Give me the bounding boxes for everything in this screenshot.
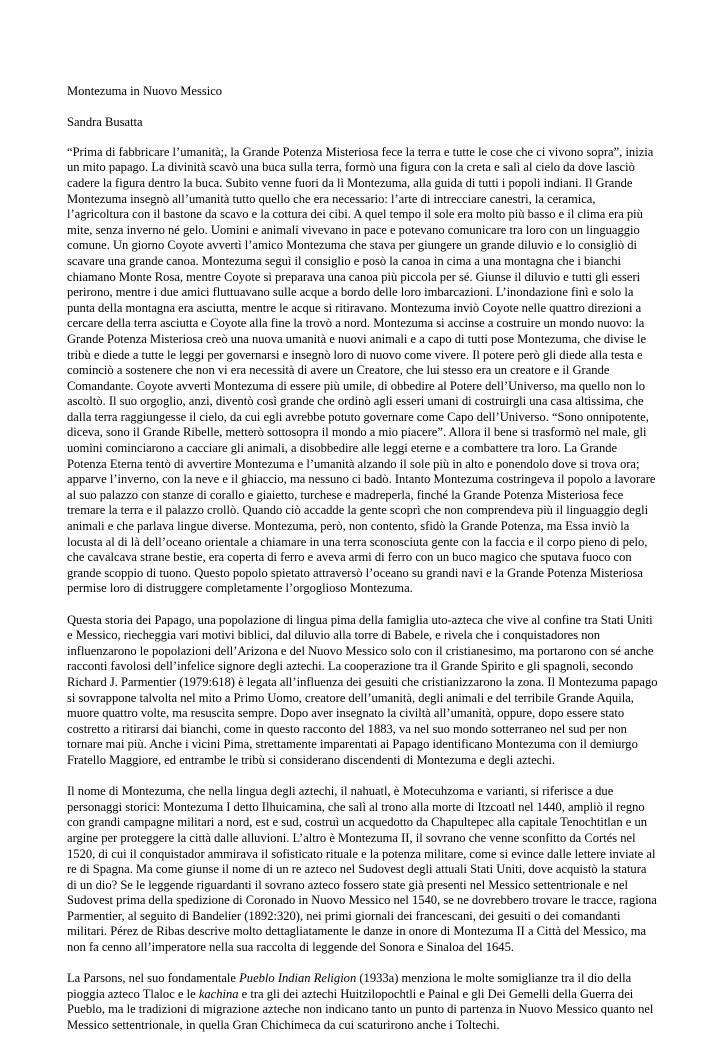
paragraph-montezuma-name: Il nome di Montezuma, che nella lingua degli aztechi, il nahuatl, è Motecuhzoma e varianti, si riferisce a due personaggi storici: Montezuma I detto Ilhuicamina, che salì al trono alla morte di Itzcoatl nel 1440, ampliò il regno con grandi campagne militari a nord, est e sud, costruì un acquedotto da Chapultepec alla capitale Tenochtitlan e un argine per proteggere la città dalle alluvioni. L’altro è Montezuma II, il sovrano che venne sconfitto da Cortés nel 1520, di cui il conquistador ammirava il sofisticato rituale e la potenza militare, come si evince dalle lettere inviate al re di Spagna. Ma come giunse il nome di un re azteco nel Sudovest degli attuali Stati Uniti, dove acquistò la statura di un dio? Se le leggende riguardanti il sovrano azteco fossero state già presenti nel Messico settentrionale e nel Sudovest prima della spedizione di Coronado in Nuovo Messico nel 1540, se ne dovrebbero trovare le tracce, ragiona Parmentier, al seguito di Bandelier (1892:320), nei primi giornali dei francescani, dei gesuiti o dei comandanti militari. Pérez de Ribas descrive molto dettagliatamente le danze in onore di Montezuma II a Città del Messico, ma non fa cenno all’imperatore nella sua raccolta di leggende del Sonora e Sinaloa del 1645. [67,784,657,955]
paragraph-myth: “Prima di fabbricare l’umanità;, la Grande Potenza Misteriosa fece la terra e tutte le cose che ci vivono sopra”, inizia un mito papago. La divinità scavò una buca sulla terra, formò una figura con la creta e salì al cielo da dove lasciò cadere la figura dentro la buca. Subito venne fuori da lì Montezuma, alla guida di tutti i popoli indiani. Il Grande Montezuma insegnò all’umanità tutto quello che era necessario: l’arte di intrecciare canestri, la ceramica, l’agricoltura con il bastone da scavo e la cottura dei cibi. A quel tempo il sole era molto più basso e il clima era più mite, senza inverno né gelo. Uomini e animali vivevano in pace e potevano comunicare tra loro con un linguaggio comune. Un giorno Coyote avvertì l’amico Montezuma che stava per giungere un grande diluvio e lo consigliò di scavare una grande canoa. Montezuma seguì il consiglio e posò la canoa in cima a una montagna che i bianchi chiamano Monte Rosa, mentre Coyote si preparava una canoa più piccola per sé. Giunse il diluvio e tutti gli esseri perirono, mentre i due amici fluttuavano sulle acque a bordo delle loro imbarcazioni. L’inondazione finì e solo la punta della montagna era asciutta, mentre le acque si ritiravano. Montezuma inviò Coyote nelle quattro direzioni a cercare della terra asciutta e Coyote alla fine la trovò a nord. Montezuma si accinse a costruire un mondo nuovo: la Grande Potenza Misteriosa creò una nuova umanità e nuovi animali e a capo di tutti pose Montezuma, che divise le tribù e diede a tutte le leggi per governarsi e insegnò loro di nuovo come vivere. Il potere però gli diede alla testa e cominciò a sostenere che non vi era necessità di avere un Creatore, che lui stesso era un creatore e il Grande Comandante. Coyote avvertì Montezuma di essere più umile, di obbedire al Potere dell’Universo, ma quello non lo ascoltò. Il suo orgoglio, anzi, diventò così grande che ordinò agli esseri umani di costruirgli una casa altissima, che dalla terra raggiungesse il cielo, da cui egli avrebbe potuto governare come Capo dell’Universo. “Sono onnipotente, diceva, sono il Grande Ribelle, metterò sottosopra il mondo a mio piacere”. Allora il bene si trasformò nel male, gli uomini cominciarono a cacciare gli animali, a disobbedire alle leggi eterne e a combattere tra loro. La Grande Potenza Eterna tentò di avvertire Montezuma e l’umanità alzando il sole più in alto e ponendolo dove si trova ora; apparve l’inverno, con la neve e il ghiaccio, ma nessuno ci badò. Intanto Montezuma costringeva il popolo a lavorare al suo palazzo con stanze di corallo e giaietto, turchese e madreperla, finché la Grande Potenza Misteriosa fece tremare la terra e il palazzo crollò. Quando ciò accadde la gente scoprì che non comprendeva più il linguaggio degli animali e che parlava lingue diverse. Montezuma, però, non contento, sfidò la Grande Potenza, ma Essa inviò la locusta al di là dell’oceano orientale a chiamare in una terra sconosciuta gente con la faccia e il corpo pieno di pelo, che cavalcava strane bestie, era coperta di ferro e aveva armi di ferro con un buco magico che sputava fuoco con grande scoppio di tuono. Questo popolo spietato attraversò l’oceano su grandi navi e la Grande Potenza Misteriosa permise loro di distruggere completamente l’orgoglioso Montezuma. [67,144,656,596]
paragraph-text: (1933a) menziona le molte somiglianze tra il dio della pioggia azteco Tlaloc e le [67,971,632,1001]
paragraph-parsons [67,971,659,1033]
document-author: Sandra Busatta [67,115,143,130]
document-title: Montezuma in Nuovo Messico [67,84,223,98]
paragraph-papago: Questa storia dei Papago, una popolazione di lingua pima della famiglia uto-azteca che vive al confine tra Stati Uniti e Messico, riecheggia vari motivi biblici, dal diluvio alla torre di Babele, e rivela che i conquistadores non influenzarono le popolazioni dell’Arizona e del Nuovo Messico solo con il cristianesimo, ma portarono con sé anche racconti favolosi dell’infelice signore degli aztechi. La cooperazione tra il Grande Spirito e gli spagnoli, secondo Richard J. Parmentier (1979:618) è legata all’influenza dei gesuiti che cristianizzarono la zona. Il Montezuma papago si sovrappone talvolta nel mito a Primo Uomo, creatore dell’umanità, degli animali e del terribile Grande Aquila, muore quattro volte, ma resuscita sempre. Dopo aver insegnato la civiltà all’umanità, oppure, dopo essere stato costretto a ritirarsi dai bianchi, come in questo racconto del 1883, va nel suo mondo sotterraneo nel sud per non tornare mai più. Anche i vicini Pima, strettamente imparentati ai Papago identificano Montezuma con il demiurgo Fratello Maggiore, ed entrambe le tribù si considerano discendenti di Montezuma e degli aztechi. [67,612,658,767]
term-kachina: kachina [198,986,239,1001]
book-title: Pueblo Indian Religion [239,971,357,986]
document-page [67,84,659,1049]
paragraph-text: La Parsons, nel suo fondamentale [67,971,240,986]
paragraph-text: e tra gli dei aztechi Huitzilopochtli e Painal e gli Dei Gemelli della Guerra dei Pueblo, ma le tradizioni di migrazione azteche non indicano tanto un punto di partenza in Nuovo Messico quanto nel Messico settentrionale, in quella Gran Chichimeca da cui scaturirono anche i Toltechi. [67,986,654,1033]
